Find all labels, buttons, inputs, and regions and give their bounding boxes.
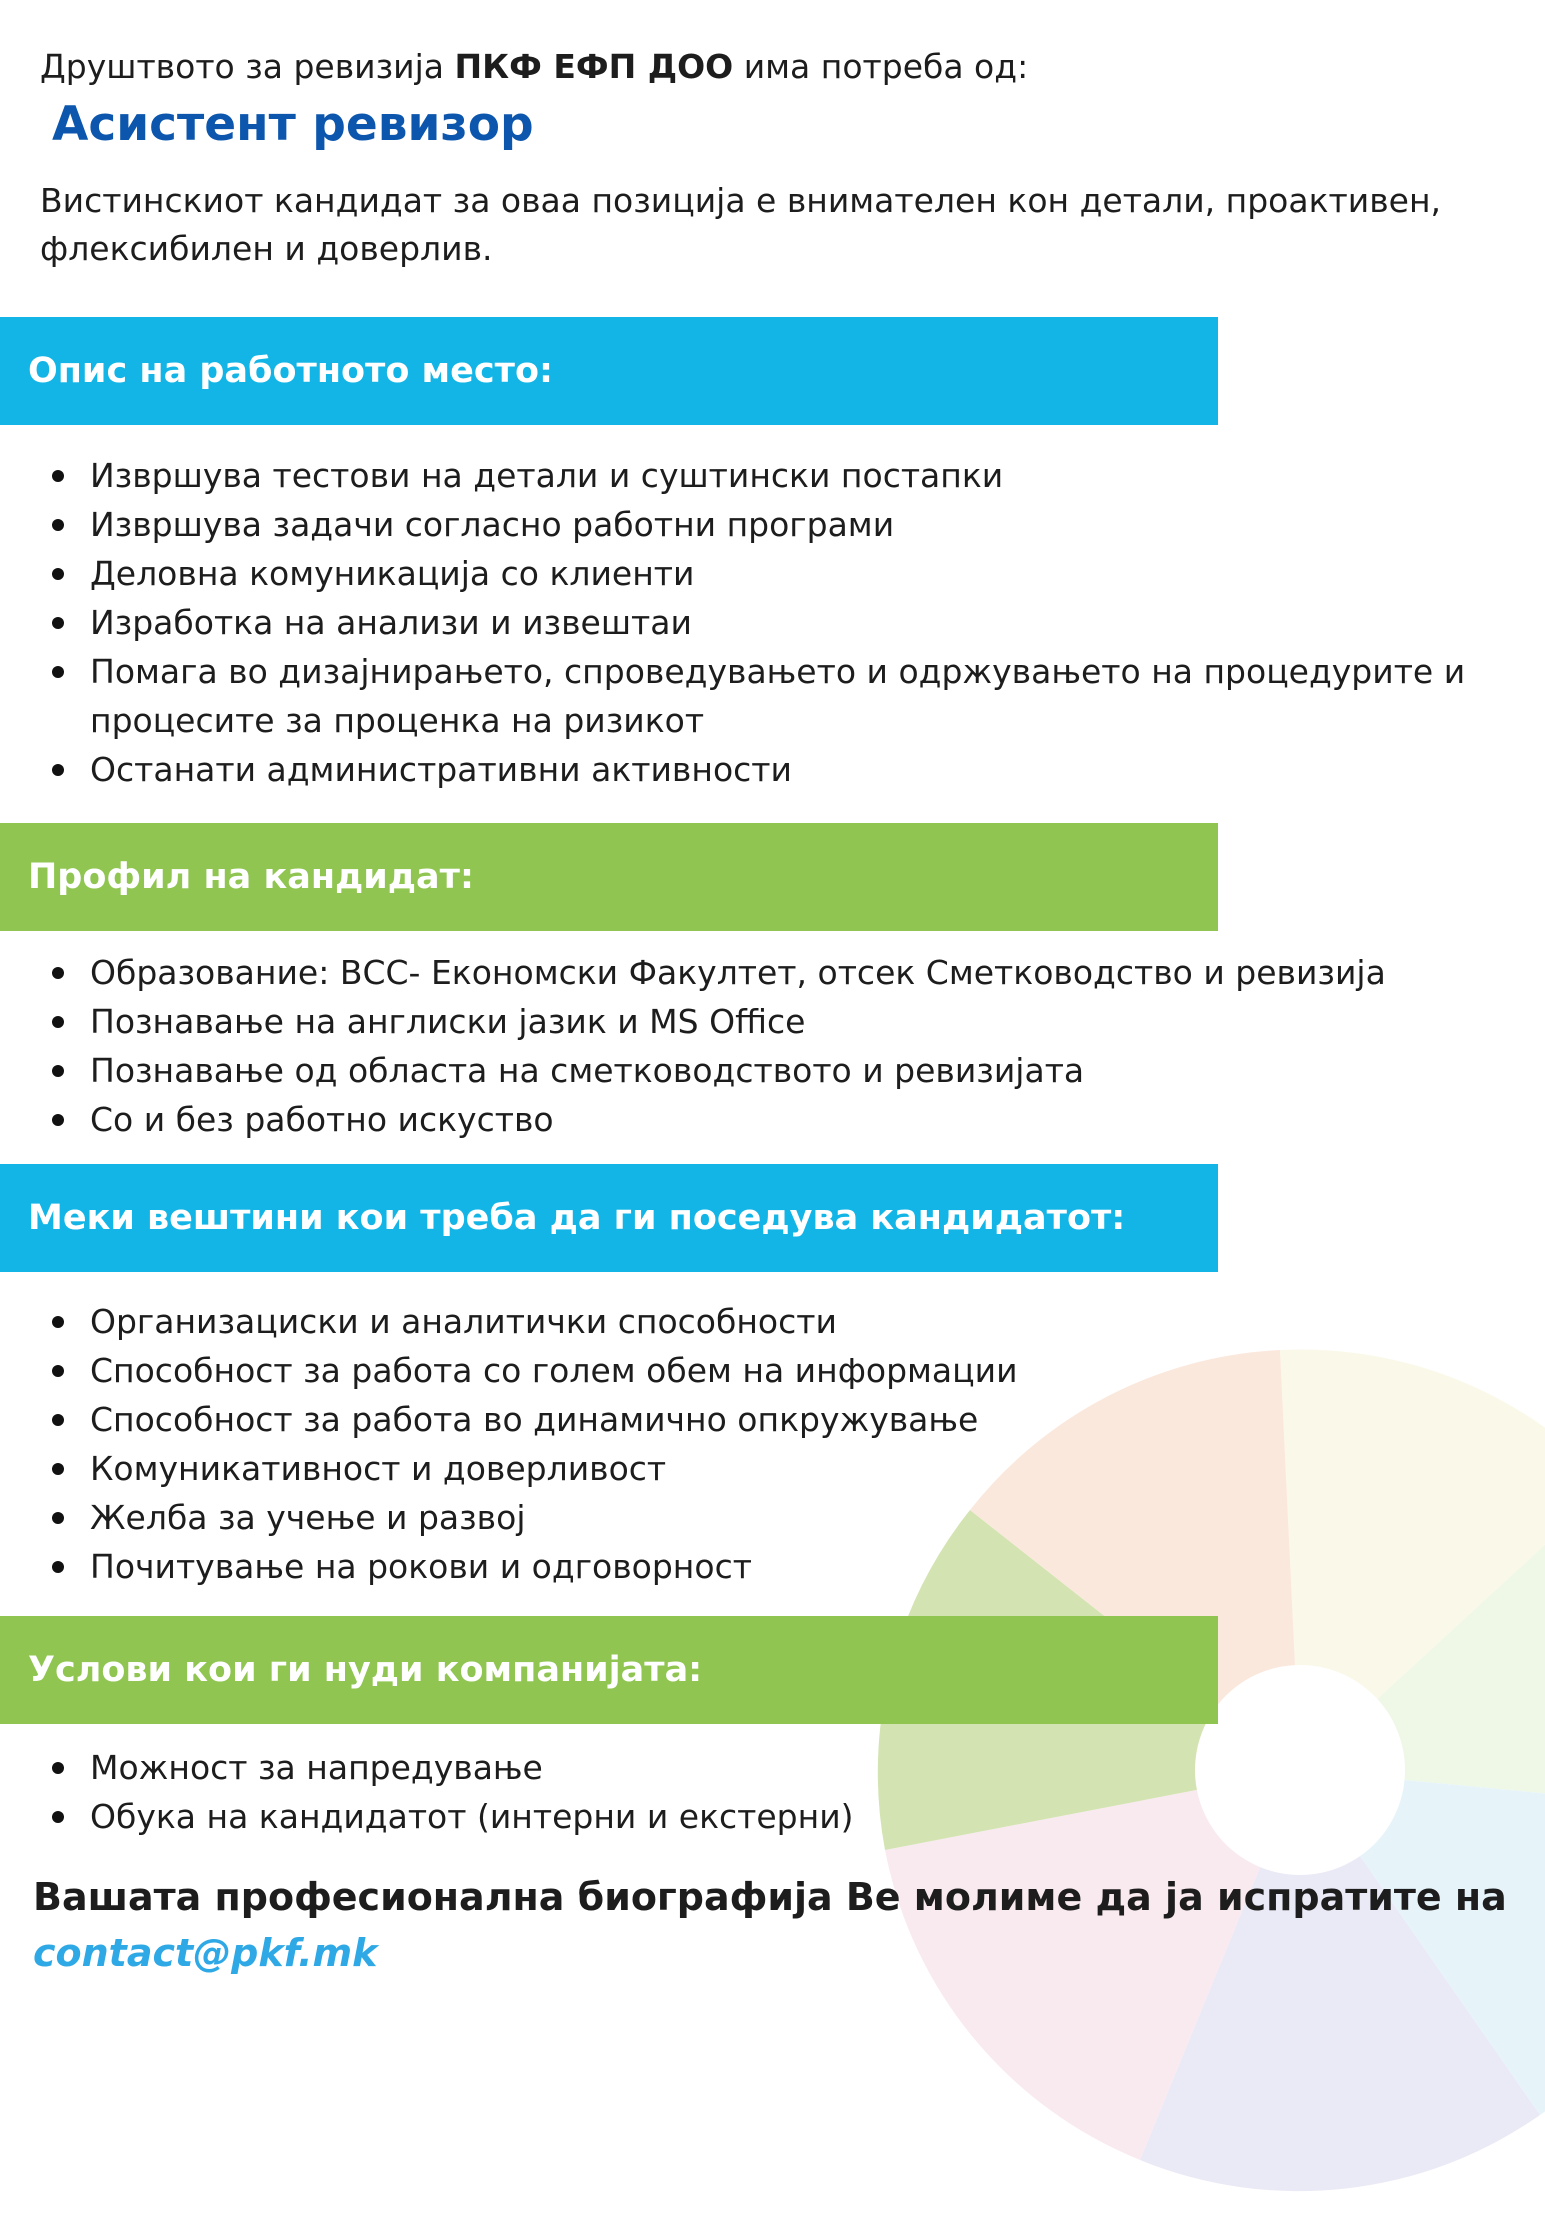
list-item: Со и без работно искуство (42, 1095, 1502, 1144)
candidate-description: Вистинскиот кандидат за оваа позиција е внимателен кон детали, проактивен, флексибилен и доверлив. (40, 181, 1442, 268)
bullet-icon (52, 617, 64, 629)
section-heading-text: Опис на работното место: (28, 351, 553, 391)
bullet-icon (52, 519, 64, 531)
bullet-icon (52, 1811, 64, 1823)
list-item: Способност за работа со голем обем на информации (42, 1346, 1502, 1395)
bullet-icon (52, 1065, 64, 1077)
list-item: Познавање од областа на сметководството и ревизијата (42, 1046, 1502, 1095)
list-item: Обука на кандидатот (интерни и екстерни) (42, 1792, 1502, 1841)
list-item: Изработка на анализи и извештаи (42, 598, 1502, 647)
bullet-icon (52, 1561, 64, 1573)
list-item: Образование: ВСС- Економски Факултет, отсек Сметководство и ревизија (42, 948, 1502, 997)
intro-line (40, 44, 1028, 90)
soft-skills-list (42, 1297, 1502, 1591)
section-heading-text: Профил на кандидат: (28, 857, 474, 897)
list-item: Извршува тестови на детали и суштински постапки (42, 451, 1502, 500)
bullet-icon (52, 1414, 64, 1426)
intro-prefix: Друштвото за ревизија (40, 47, 445, 86)
company-name: ПКФ ЕФП ДОО (454, 47, 734, 86)
list-item: Желба за учење и развој (42, 1493, 1502, 1542)
section-heading-text: Меки вештини кои треба да ги поседува кандидатот: (28, 1198, 1126, 1238)
list-item: Организациски и аналитички способности (42, 1297, 1502, 1346)
bullet-icon (52, 470, 64, 482)
section-heading-job-description (0, 317, 1218, 425)
list-item: Останати административни активности (42, 745, 1502, 794)
list-item: Деловна комуникација со клиенти (42, 549, 1502, 598)
bullet-icon (52, 1114, 64, 1126)
bullet-icon (52, 666, 64, 678)
contact-email-link[interactable]: contact@pkf.mk (33, 1931, 378, 1975)
job-description-list (42, 451, 1502, 794)
bullet-icon (52, 1316, 64, 1328)
list-item: Помага во дизајнирањето, спроведувањето и одржувањето на процедурите и процесите за проценка на ризикот (42, 647, 1502, 745)
bullet-icon (52, 967, 64, 979)
list-item: Комуникативност и доверливост (42, 1444, 1502, 1493)
bullet-icon (52, 1762, 64, 1774)
list-item: Почитување на рокови и одговорност (42, 1542, 1502, 1591)
section-heading-candidate-profile (0, 823, 1218, 931)
list-item: Извршува задачи согласно работни програми (42, 500, 1502, 549)
bullet-icon (52, 1365, 64, 1377)
bullet-icon (52, 764, 64, 776)
section-heading-text: Услови кои ги нуди компанијата: (28, 1650, 703, 1690)
intro-suffix: има потреба од: (743, 47, 1029, 86)
list-item: Можност за напредување (42, 1743, 1502, 1792)
bullet-icon (52, 1463, 64, 1475)
bullet-icon (52, 568, 64, 580)
bullet-icon (52, 1512, 64, 1524)
list-item: Познавање на англиски јазик и MS Office (42, 997, 1502, 1046)
company-offers-list (42, 1743, 1502, 1841)
application-instruction: Вашата професионална биографија Ве молиме да ја испратите на (33, 1875, 1507, 1919)
section-heading-soft-skills (0, 1164, 1218, 1272)
candidate-profile-list (42, 948, 1502, 1144)
section-heading-company-offers (0, 1616, 1218, 1724)
list-item: Способност за работа во динамично опкружување (42, 1395, 1502, 1444)
job-title: Асистент ревизор (52, 97, 534, 152)
bullet-icon (52, 1016, 64, 1028)
